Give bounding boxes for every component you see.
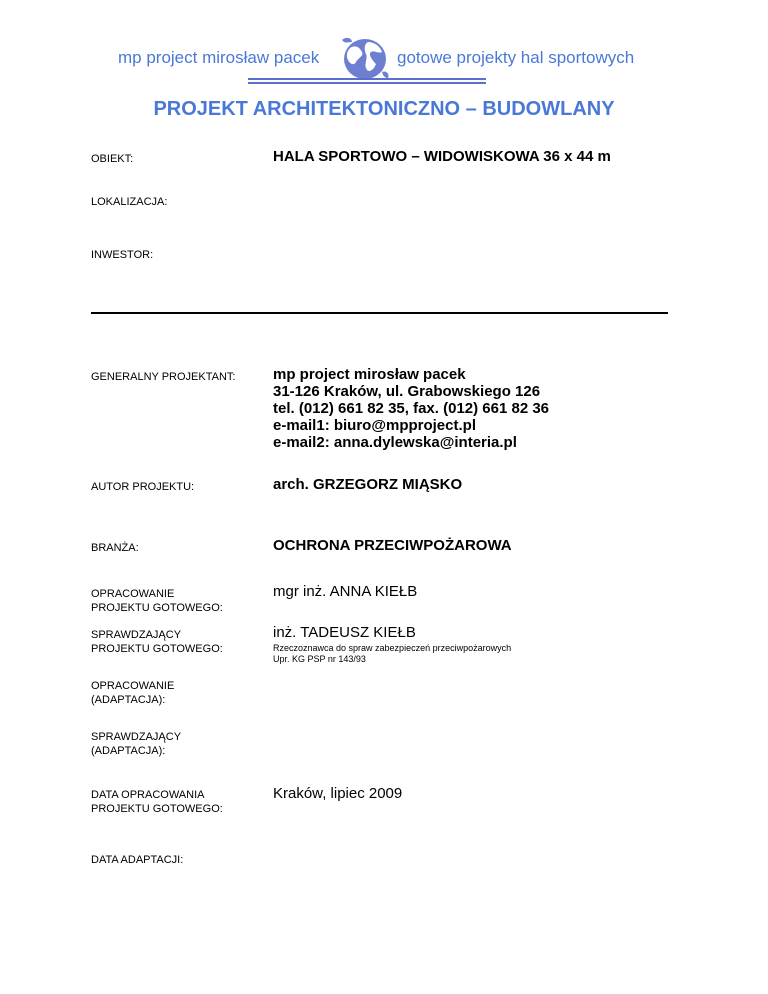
inwestor-label: INWESTOR: xyxy=(91,249,154,261)
obiekt-label: OBIEKT: xyxy=(91,153,134,165)
label-line: PROJEKTU GOTOWEGO: xyxy=(91,803,223,815)
header-tagline: gotowe projekty hal sportowych xyxy=(397,48,635,67)
sprawdzajacy-gotowego-block xyxy=(273,624,511,665)
data-opracowania-label xyxy=(91,788,223,816)
branza-label: BRANŻA: xyxy=(91,542,139,554)
opracowanie-adaptacja-label xyxy=(91,679,174,707)
rzeczoznawca-note: Rzeczoznawca do spraw zabezpieczeń przeciwpożarowych xyxy=(273,643,512,653)
data-opracowania-value: Kraków, lipiec 2009 xyxy=(273,785,403,802)
opracowanie-gotowego-label xyxy=(91,587,223,615)
section-divider xyxy=(91,312,668,314)
generalny-projektant-label: GENERALNY PROJEKTANT: xyxy=(91,371,236,383)
generalny-line: tel. (012) 661 82 35, fax. (012) 661 82 36 xyxy=(273,400,550,417)
sprawdzajacy-gotowego-label xyxy=(91,628,223,656)
label-line: (ADAPTACJA): xyxy=(91,694,166,706)
generalny-line: 31-126 Kraków, ul. Grabowskiego 126 xyxy=(273,383,541,400)
generalny-projektant-value xyxy=(273,366,549,451)
header-divider xyxy=(248,82,486,84)
data-adaptacji-label: DATA ADAPTACJI: xyxy=(91,854,184,866)
generalny-line: e-mail1: biuro@mpproject.pl xyxy=(273,417,476,434)
label-line: SPRAWDZAJĄCY xyxy=(91,731,182,743)
sprawdzajacy-gotowego-value: inż. TADEUSZ KIEŁB xyxy=(273,624,416,641)
sprawdzajacy-adaptacja-label xyxy=(91,730,181,758)
obiekt-value: HALA SPORTOWO – WIDOWISKOWA 36 x 44 m xyxy=(273,148,611,165)
label-line: PROJEKTU GOTOWEGO: xyxy=(91,602,223,614)
opracowanie-gotowego-value: mgr inż. ANNA KIEŁB xyxy=(273,583,418,600)
autor-label: AUTOR PROJEKTU: xyxy=(91,481,195,493)
label-line: PROJEKTU GOTOWEGO: xyxy=(91,643,223,655)
label-line: (ADAPTACJA): xyxy=(91,745,166,757)
generalny-line: e-mail2: anna.dylewska@interia.pl xyxy=(273,434,517,451)
header-divider xyxy=(248,78,486,80)
branza-value: OCHRONA PRZECIWPOŻAROWA xyxy=(273,537,512,554)
label-line: SPRAWDZAJĄCY xyxy=(91,629,182,641)
globe-icon xyxy=(338,34,392,82)
header-company-name: mp project mirosław pacek xyxy=(118,48,320,67)
generalny-line: mp project mirosław pacek xyxy=(273,366,466,383)
label-line: OPRACOWANIE xyxy=(91,588,175,600)
document-title: PROJEKT ARCHITEKTONICZNO – BUDOWLANY xyxy=(153,98,615,120)
label-line: OPRACOWANIE xyxy=(91,680,175,692)
autor-value: arch. GRZEGORZ MIĄSKO xyxy=(273,476,463,493)
label-line: DATA OPRACOWANIA xyxy=(91,789,205,801)
uprawnienia-note: Upr. KG PSP nr 143/93 xyxy=(273,654,366,664)
lokalizacja-label: LOKALIZACJA: xyxy=(91,196,168,208)
